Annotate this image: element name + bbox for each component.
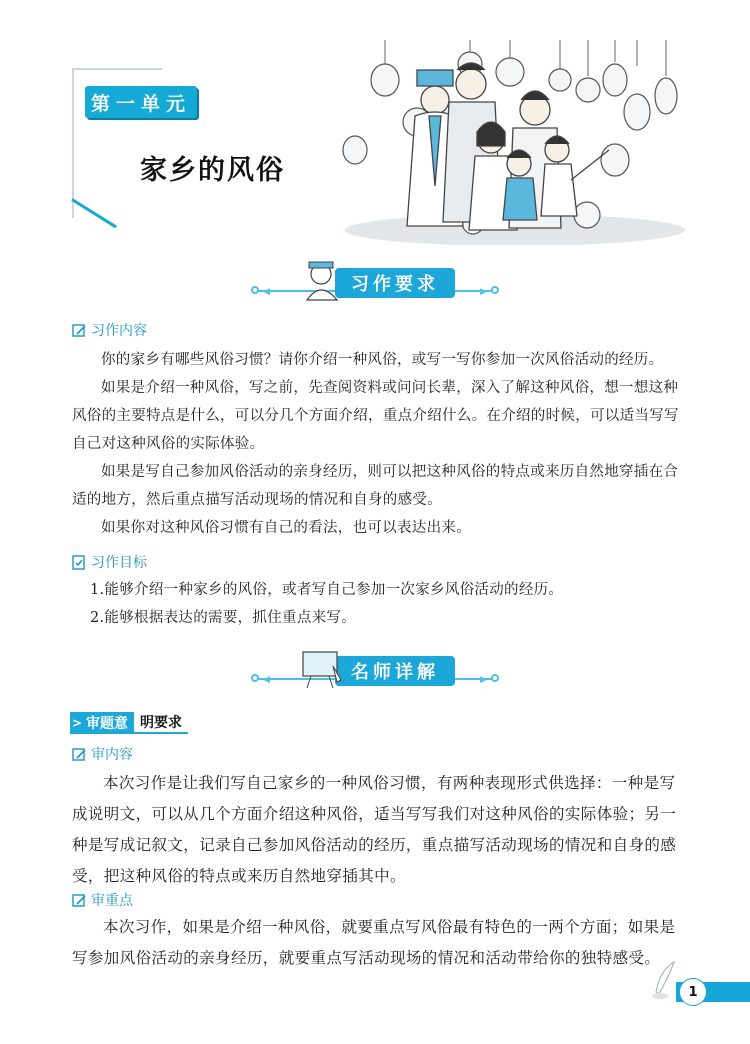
quill-icon xyxy=(648,960,678,1000)
page-number: 1 xyxy=(679,978,707,1006)
review-focus-heading xyxy=(72,890,133,910)
content-paragraph-3: 如果是写自己参加风俗活动的亲身经历，则可以把这种风俗的特点或来历自然地穿插在合适的地方，然后重点描写活动现场的情况和自身的感受。 xyxy=(72,464,679,508)
pencil-note-icon xyxy=(72,893,87,908)
section-banner-explanation xyxy=(255,646,495,696)
review-content-text: 本次习作是让我们写自己家乡的一种风俗习惯，有两种表现形式供选择：一种是写成说明文，可以从几个方面介绍这种风俗，适当写写我们对这种风俗的实际体验；另一种是写成记叙文，记录自己参加风俗活动的经历，重点描写活动现场的情况和自身的感受，把这种风俗的特点或来历自然地穿插其中。 xyxy=(72,774,677,885)
banner-arrow-left-icon: ◀ xyxy=(263,287,270,297)
section-banner-requirements xyxy=(255,258,495,308)
chevron-right-icon: > xyxy=(70,712,84,734)
goals-heading xyxy=(72,552,147,572)
content-heading-label: 习作内容 xyxy=(91,323,147,339)
corner-rule-left xyxy=(72,68,74,218)
goals-heading-label: 习作目标 xyxy=(91,555,147,571)
banner-dot-right xyxy=(491,286,499,294)
review-content-label: 审内容 xyxy=(91,747,133,763)
content-paragraph-4: 如果你对这种风俗习惯有自己的看法，也可以表达出来。 xyxy=(101,520,471,536)
review-content-heading xyxy=(72,744,133,764)
banner-arrow-left-icon: ◀ xyxy=(263,675,270,685)
mascot-icon xyxy=(299,258,345,302)
task-review-label: 审题意 xyxy=(84,712,134,734)
checklist-icon xyxy=(72,555,87,570)
corner-rule-top xyxy=(72,68,162,70)
content-heading xyxy=(72,320,147,340)
pencil-note-icon xyxy=(72,747,87,762)
content-paragraph-2: 如果是介绍一种风俗，写之前，先查阅资料或问问长辈，深入了解这种风俗，想一想这种风俗的主要特点是什么，可以分几个方面介绍，重点介绍什么。在介绍的时候，可以适当写写自己对这种风俗的实际体验。 xyxy=(72,380,679,452)
banner-dot-right xyxy=(491,674,499,682)
task-review-bar xyxy=(70,712,205,734)
goal-item-2: 2.能够根据表达的需要，抓住重点来写。 xyxy=(90,610,357,626)
banner-arrow-right-icon: ▶ xyxy=(480,675,487,685)
pencil-note-icon xyxy=(72,323,87,338)
banner-dot-left xyxy=(251,286,259,294)
pen-stroke-decoration xyxy=(71,198,117,228)
content-paragraph-1: 你的家乡有哪些风俗习惯？请你介绍一种风俗，或写一写你参加一次风俗活动的经历。 xyxy=(101,352,664,368)
requirements-label: 明要求 xyxy=(134,712,188,734)
banner-dot-left xyxy=(251,674,259,682)
unit-label: 第一单元 xyxy=(85,86,197,118)
banner-title: 习作要求 xyxy=(335,268,455,298)
banner-arrow-right-icon: ▶ xyxy=(480,287,487,297)
blackboard-icon xyxy=(299,646,345,690)
review-focus-text: 本次习作，如果是介绍一种风俗，就要重点写风俗最有特色的一两个方面；如果是写参加风俗活动的亲身经历，就要重点写活动现场的情况和活动带给你的独特感受。 xyxy=(72,918,676,967)
page-title: 家乡的风俗 xyxy=(140,155,285,186)
banner-title: 名师详解 xyxy=(335,656,455,686)
goal-item-1: 1.能够介绍一种家乡的风俗，或者写自己参加一次家乡风俗活动的经历。 xyxy=(90,582,564,598)
family-lantern-illustration xyxy=(325,40,685,245)
review-focus-label: 审重点 xyxy=(91,893,133,909)
